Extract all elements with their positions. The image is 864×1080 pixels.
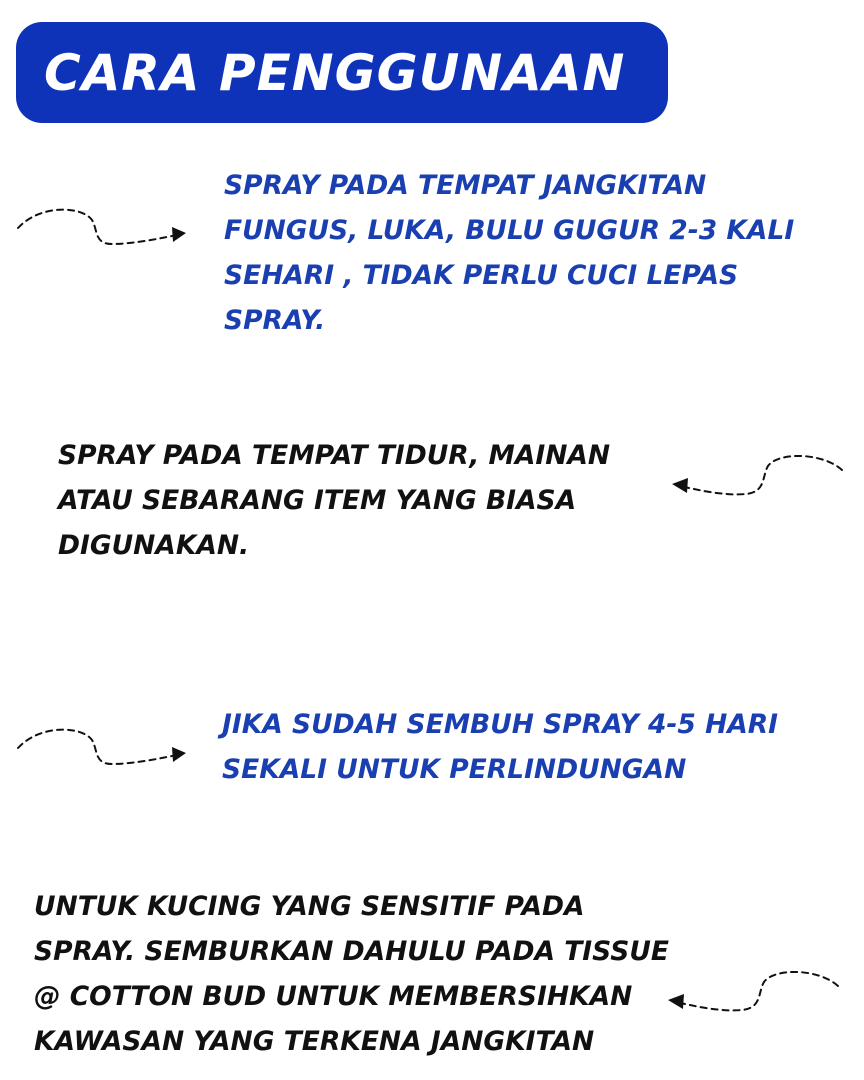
- step-2-line-1: SPRAY PADA TEMPAT TIDUR, MAINAN: [58, 440, 611, 471]
- step-2-line-2: ATAU SEBARANG ITEM YANG BIASA: [58, 485, 577, 516]
- dashed-curved-arrow-left-icon: [666, 450, 850, 506]
- step-4-line-4: KAWASAN YANG TERKENA JANGKITAN: [34, 1026, 595, 1057]
- instruction-step-2: [58, 433, 610, 568]
- title-banner: [16, 22, 668, 123]
- step-1-line-2: FUNGUS, LUKA, BULU GUGUR 2-3 KALI: [224, 215, 795, 246]
- page-title: CARA PENGGUNAAN: [44, 43, 626, 102]
- step-3-line-2: SEKALI UNTUK PERLINDUNGAN: [222, 754, 687, 785]
- step-3-line-1: JIKA SUDAH SEMBUH SPRAY 4-5 HARI: [222, 709, 779, 740]
- step-4-line-2: SPRAY. SEMBURKAN DAHULU PADA TISSUE: [34, 936, 670, 967]
- step-1-line-1: SPRAY PADA TEMPAT JANGKITAN: [224, 170, 707, 201]
- step-4-line-3: @ COTTON BUD UNTUK MEMBERSIHKAN: [34, 981, 633, 1012]
- step-4-line-1: UNTUK KUCING YANG SENSITIF PADA: [34, 891, 585, 922]
- step-1-line-3: SEHARI , TIDAK PERLU CUCI LEPAS: [224, 260, 739, 291]
- dashed-curved-arrow-right-icon: [12, 718, 192, 774]
- dashed-curved-arrow-left-icon: [662, 966, 846, 1022]
- step-1-line-4: SPRAY.: [224, 305, 326, 336]
- instruction-step-1: [224, 163, 794, 343]
- instruction-step-3: [222, 702, 778, 792]
- step-2-line-3: DIGUNAKAN.: [58, 530, 250, 561]
- dashed-curved-arrow-right-icon: [12, 198, 192, 254]
- instruction-step-4: [34, 884, 669, 1064]
